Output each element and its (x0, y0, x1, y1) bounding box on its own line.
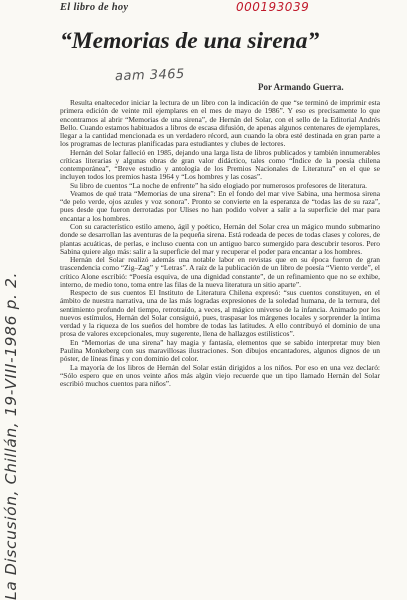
paragraph: Respecto de sus cuentos El Instituto de Literatura Chilena expresó: “sus cuentos constituyen, en el ámbito de nuestra narrativa, una de las más logradas expresiones de la soledad humana, de la ternura, del sentimiento profundo del tiempo, retrotraído, a veces, al mágico universo de la infancia. Animado por los nuevos estímulos, Hernán del Solar consiguió, pues, traspasar los márgenes locales y sorprender la íntima verdad y la riqueza de los sueños del hombre de todas las latitudes. A ello contribuyó el dominio de una prosa de valores excepcionales, muy sugerente, llena de hallazgos estilísticos”. (60, 288, 380, 339)
paragraph: En “Memorias de una sirena” hay magia y fantasía, elementos que se sabido interpretar muy bien Paulina Monkeberg con sus maravillosas ilustraciones. Son dibujos encantadores, algunos dignos de un póster, de líneas finas y con dominio del color. (60, 337, 380, 364)
article-body (60, 99, 380, 599)
paragraph: Hernán del Solar falleció en 1985, dejando una larga lista de libros publicados y también innumerables críticas literarias y algunas obras de gran valor didáctico, tales como “Índice de la poesía chilena contemporánea”, “Breve estudio y antología de los Premios Nacionales de Literatura” en el que se incluyen todos los premios hasta 1964 y “Los hombres y las cosas”. (60, 147, 380, 182)
handwritten-source-note: La Discusión, Chillán, 19-VIII-1986 p. 2. (2, 271, 20, 600)
archive-stamp: aam 3465 (114, 66, 186, 85)
paragraph: Su libro de cuentos “La noche de enfrente” ha sido elogiado por numerosos profesores de literatura. (70, 180, 367, 190)
paragraph: Hernán del Solar realizó además una notable labor en revistas que en su época fueron de gran trascendencia como “Zig–Zag” y “Letras”. A raíz de la publicación de un libro de poesía “Viento verde”, el crítico Alone escribió: “Poesía esquiva, de una dignidad constante”, de un refinamiento que no se exhibe, interno, de medio tono, toma entre las filas de la nueva literatura un sitio aparte”. (60, 255, 380, 289)
paragraph: Veamos de qué trata “Memorias de una sirena”: En el fondo del mar vive Sabina, una hermosa sirena “de pelo verde, ojos azules y voz sonora”. Pronto se convierte en la esperanza de “todas las de su raza”, pues desde que fueron derrotadas por Ulises no han podido volver a salir a la superficie del mar para encantar a los hombres. (60, 188, 380, 223)
article-author: Por Armando Guerra. (258, 82, 344, 92)
article-title: “Memorias de una sirena” (60, 28, 320, 54)
catalog-number: 000193039 (236, 0, 310, 14)
paragraph: Con su característico estilo ameno, ágil y poético, Hernán del Solar crea un mágico mundo submarino donde se desarrollan las aventuras de la pequeña sirena. Está rodeada de peces de todas clases y colores, de plantas acuáticas, de perlas, e incluso cuenta con un antiguo barco sumergido para descubrir tesoros. Pero Sabina quiere algo más: salir a la superficie del mar y recuperar el poder para encantar a los hombres. (60, 221, 380, 256)
section-heading: El libro de hoy (60, 2, 129, 13)
paragraph: Resulta enaltecedor iniciar la lectura de un libro con la indicación de que “se terminó de imprimir esta primera edición de veinte mil ejemplares en el mes de mayo de 1986”. Y eso es precisamente lo que encontramos al abrir “Memorias de una sirena”, de Hernán del Solar, con el sello de la Editorial Andrés Bello. Cuando estamos habituados a libros de escasa difusión, de apenas algunos centenares de ejemplares, llegar a la cantidad mencionada es un verdadero récord, aun cuando la obra esté destinada en gran parte a los programas de lecturas planificadas para estudiantes y clubes de lectores. (60, 98, 380, 149)
paragraph: La mayoría de los libros de Hernán del Solar están dirigidos a los niños. Por eso en una vez declaró: “Sólo espero que en unos veinte años más algún viejo recuerde que un tipo llamado Hernán del Solar escribió muchos cuentos para niños”. (60, 362, 380, 389)
